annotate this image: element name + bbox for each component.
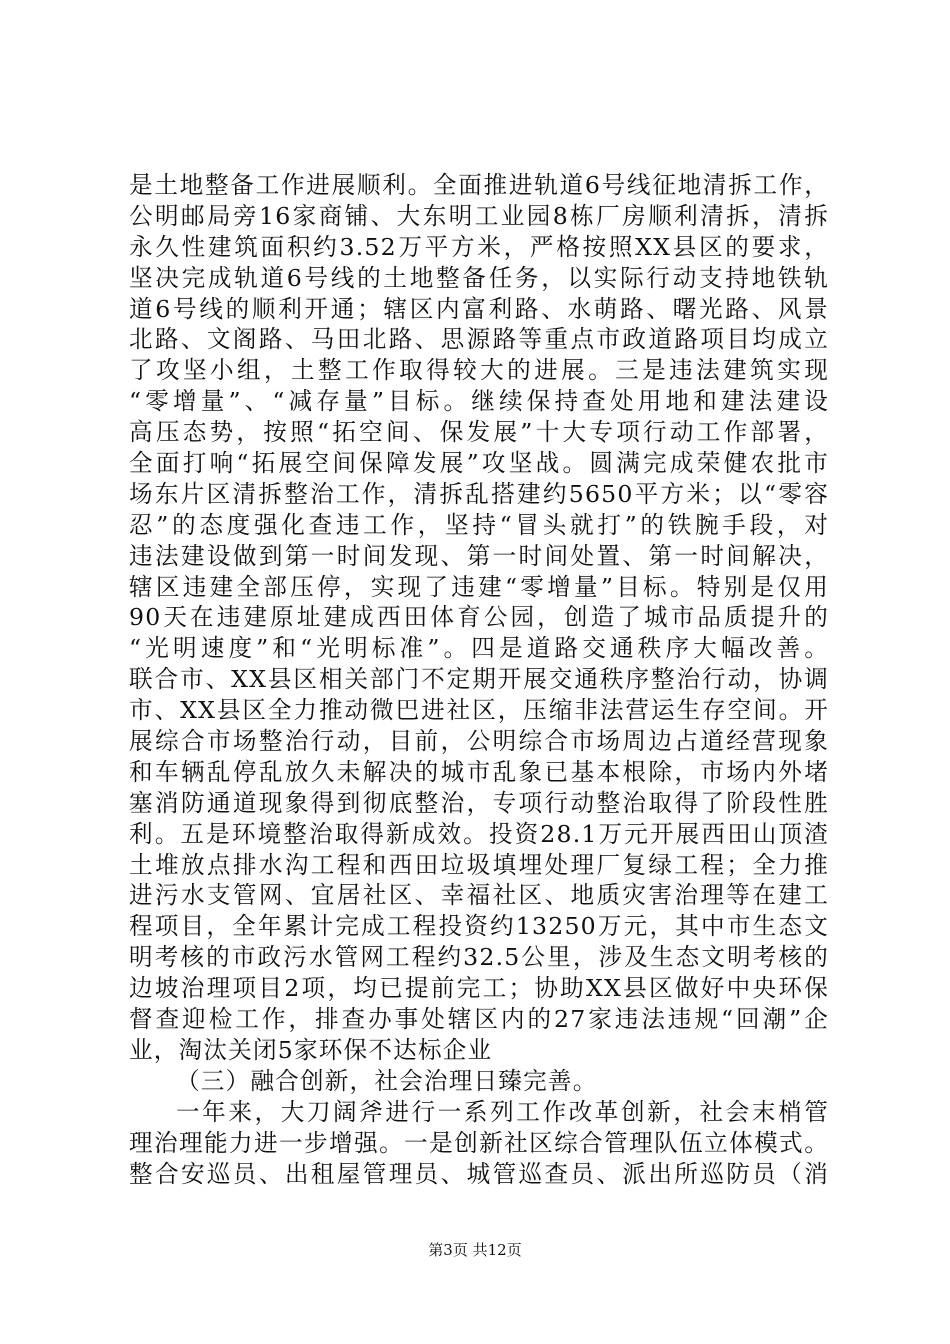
text-line: 道6号线的顺利开通；辖区内富利路、水萌路、曙光路、风景 bbox=[129, 294, 829, 323]
body-text bbox=[129, 170, 829, 1189]
page-footer bbox=[0, 1240, 950, 1260]
text-line: 联合市、XX县区相关部门不定期开展交通秩序整治行动，协调 bbox=[129, 665, 829, 694]
text-line: 90天在违建原址建成西田体育公园，创造了城市品质提升的 bbox=[129, 603, 829, 632]
text-line: 场东片区清拆整治工作，清拆乱搭建约5650平方米；以“零容 bbox=[129, 479, 829, 508]
text-line-paragraph-end: 业，淘汰关闭5家环保不达标企业 bbox=[129, 1035, 493, 1064]
text-line: “光明速度”和“光明标准”。四是道路交通秩序大幅改善。 bbox=[129, 634, 829, 663]
text-line: 市、XX县区全力推动微巴进社区，压缩非法营运生存空间。开 bbox=[129, 696, 829, 725]
text-line: 边坡治理项目2项，均已提前完工；协助XX县区做好中央环保 bbox=[129, 974, 829, 1003]
section-heading: （三）融合创新，社会治理日臻完善。 bbox=[176, 1066, 598, 1095]
text-line: 全面打响“拓展空间保障发展”攻坚战。圆满完成荣健农批市 bbox=[129, 449, 829, 478]
text-line: 永久性建筑面积约3.52万平方米，严格按照XX县区的要求， bbox=[129, 232, 829, 261]
text-line: 了攻坚小组，土整工作取得较大的进展。三是违法建筑实现 bbox=[129, 356, 829, 385]
text-line: 理治理能力进一步增强。一是创新社区综合管理队伍立体模式。 bbox=[129, 1128, 829, 1157]
text-line: 程项目，全年累计完成工程投资约13250万元，其中市生态文 bbox=[129, 912, 829, 941]
text-line: 辖区违建全部压停，实现了违建“零增量”目标。特别是仅用 bbox=[129, 572, 829, 601]
text-line: 展综合市场整治行动，目前，公明综合市场周边占道经营现象 bbox=[129, 727, 829, 756]
text-line: 忍”的态度强化查违工作，坚持“冒头就打”的铁腕手段，对 bbox=[129, 510, 829, 539]
text-line-paragraph-start: 一年来，大刀阔斧进行一系列工作改革创新，社会末梢管 bbox=[176, 1097, 829, 1126]
text-line: 督查迎检工作，排查办事处辖区内的27家违法违规“回潮”企 bbox=[129, 1005, 829, 1034]
text-line: 坚决完成轨道6号线的土地整备任务，以实际行动支持地铁轨 bbox=[129, 263, 829, 292]
text-line: 公明邮局旁16家商铺、大东明工业园8栋厂房顺利清拆，清拆 bbox=[129, 201, 829, 230]
text-line: 明考核的市政污水管网工程约32.5公里，涉及生态文明考核的 bbox=[129, 943, 829, 972]
text-line: 进污水支管网、宜居社区、幸福社区、地质灾害治理等在建工 bbox=[129, 881, 829, 910]
text-line: 高压态势，按照“拓空间、保发展”十大专项行动工作部署， bbox=[129, 418, 829, 447]
text-line: 土堆放点排水沟工程和西田垃圾填埋处理厂复绿工程；全力推 bbox=[129, 850, 829, 879]
text-line: 违法建设做到第一时间发现、第一时间处置、第一时间解决， bbox=[129, 541, 829, 570]
text-line: 是土地整备工作进展顺利。全面推进轨道6号线征地清拆工作， bbox=[129, 171, 829, 199]
page-number: 第3页 共12页 bbox=[428, 1241, 522, 1259]
text-line: 北路、文阁路、马田北路、思源路等重点市政道路项目均成立 bbox=[129, 325, 829, 354]
text-line: “零增量”、“减存量”目标。继续保持查处用地和建法建设 bbox=[129, 387, 829, 416]
text-line: 利。五是环境整治取得新成效。投资28.1万元开展西田山顶渣 bbox=[129, 819, 829, 848]
text-line: 整合安巡员、出租屋管理员、城管巡查员、派出所巡防员（消 bbox=[129, 1159, 829, 1188]
text-line: 和车辆乱停乱放久未解决的城市乱象已基本根除，市场内外堵 bbox=[129, 757, 829, 786]
text-line: 塞消防通道现象得到彻底整治，专项行动整治取得了阶段性胜 bbox=[129, 788, 829, 817]
